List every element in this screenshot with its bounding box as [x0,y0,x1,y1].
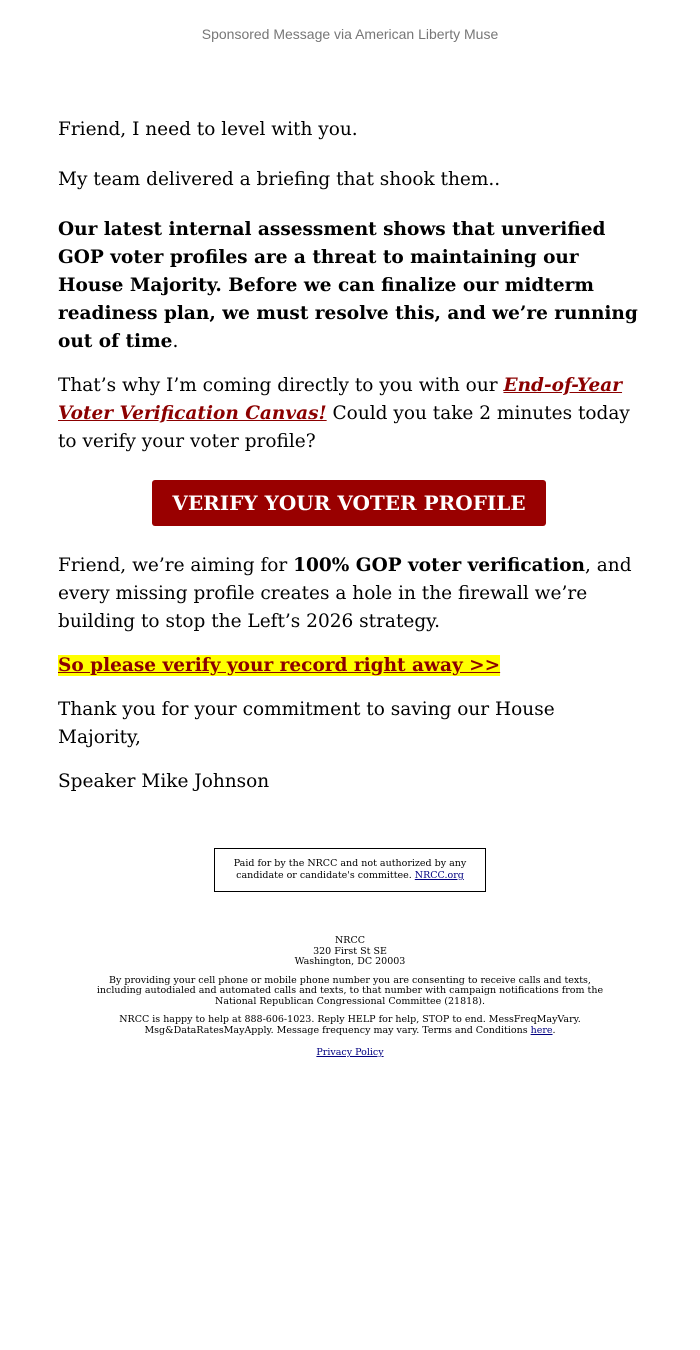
terms-here-link[interactable]: here [530,1024,553,1036]
help-body: NRCC is happy to help at 888-606-1023. Reply HELP for help, STOP to end. MessFreqMayVary. Msg&DataRatesMayApply. Message frequency may vary. Terms and Conditions [119,1014,581,1036]
goal-bold: 100% GOP voter verification [293,555,586,576]
nrcc-link[interactable]: NRCC.org [414,870,464,881]
paragraph-briefing: My team delivered a briefing that shook them.. [58,169,501,190]
assessment-bold: Our latest internal assessment shows that unverified GOP voter profiles are a threat to maintaining our House Majority. Before we can finalize our midterm readiness plan, we must resolve this, and we’re running out of time [58,219,638,352]
address [90,936,610,968]
org-name: NRCC [334,935,365,946]
consent-text: By providing your cell phone or mobile phone number you are consenting to receive calls and texts, including autodialed and automated calls and texts, to that number with campaign notifications from the National Republican Congressional Committee (21818). [96,974,604,1007]
canvas-text-start: That’s why I’m coming directly to you with our [58,375,504,396]
address-line1: 320 First St SE [313,945,387,957]
goal-start: Friend, we’re aiming for [58,555,294,576]
canvas-text-end: Could you take 2 minutes today to verify your voter profile? [58,403,630,452]
disclaimer-text: Paid for by the NRCC and not authorized by any candidate or candidate's committee. [233,858,467,881]
paid-for-disclaimer [214,848,486,892]
sponsored-label: Sponsored Message via American Liberty Muse [201,26,499,42]
help-text [90,1015,610,1036]
signature: Speaker Mike Johnson [58,771,270,792]
greeting: Friend, I need to level with you. [58,119,358,140]
address-line2: Washington, DC 20003 [294,956,406,967]
verify-profile-button[interactable]: VERIFY YOUR VOTER PROFILE [152,480,545,526]
footer [90,936,610,1059]
email-body [58,116,640,796]
paragraph-canvas [58,372,640,456]
thank-you: Thank you for your commitment to saving our House Majority, [58,699,555,748]
canvas-link[interactable]: End-of-Year Voter Verification Canvas! [58,375,623,424]
paragraph-goal [58,552,640,636]
paragraph-assessment [58,216,640,356]
verify-record-link[interactable]: So please verify your record right away >> [58,655,501,676]
goal-end: , and every missing profile creates a hole in the firewall we’re building to stop the Left’s 2026 strategy. [58,555,632,632]
assessment-end: . [172,331,179,352]
help-period: . [552,1024,556,1036]
privacy-policy-link[interactable]: Privacy Policy [316,1047,384,1058]
